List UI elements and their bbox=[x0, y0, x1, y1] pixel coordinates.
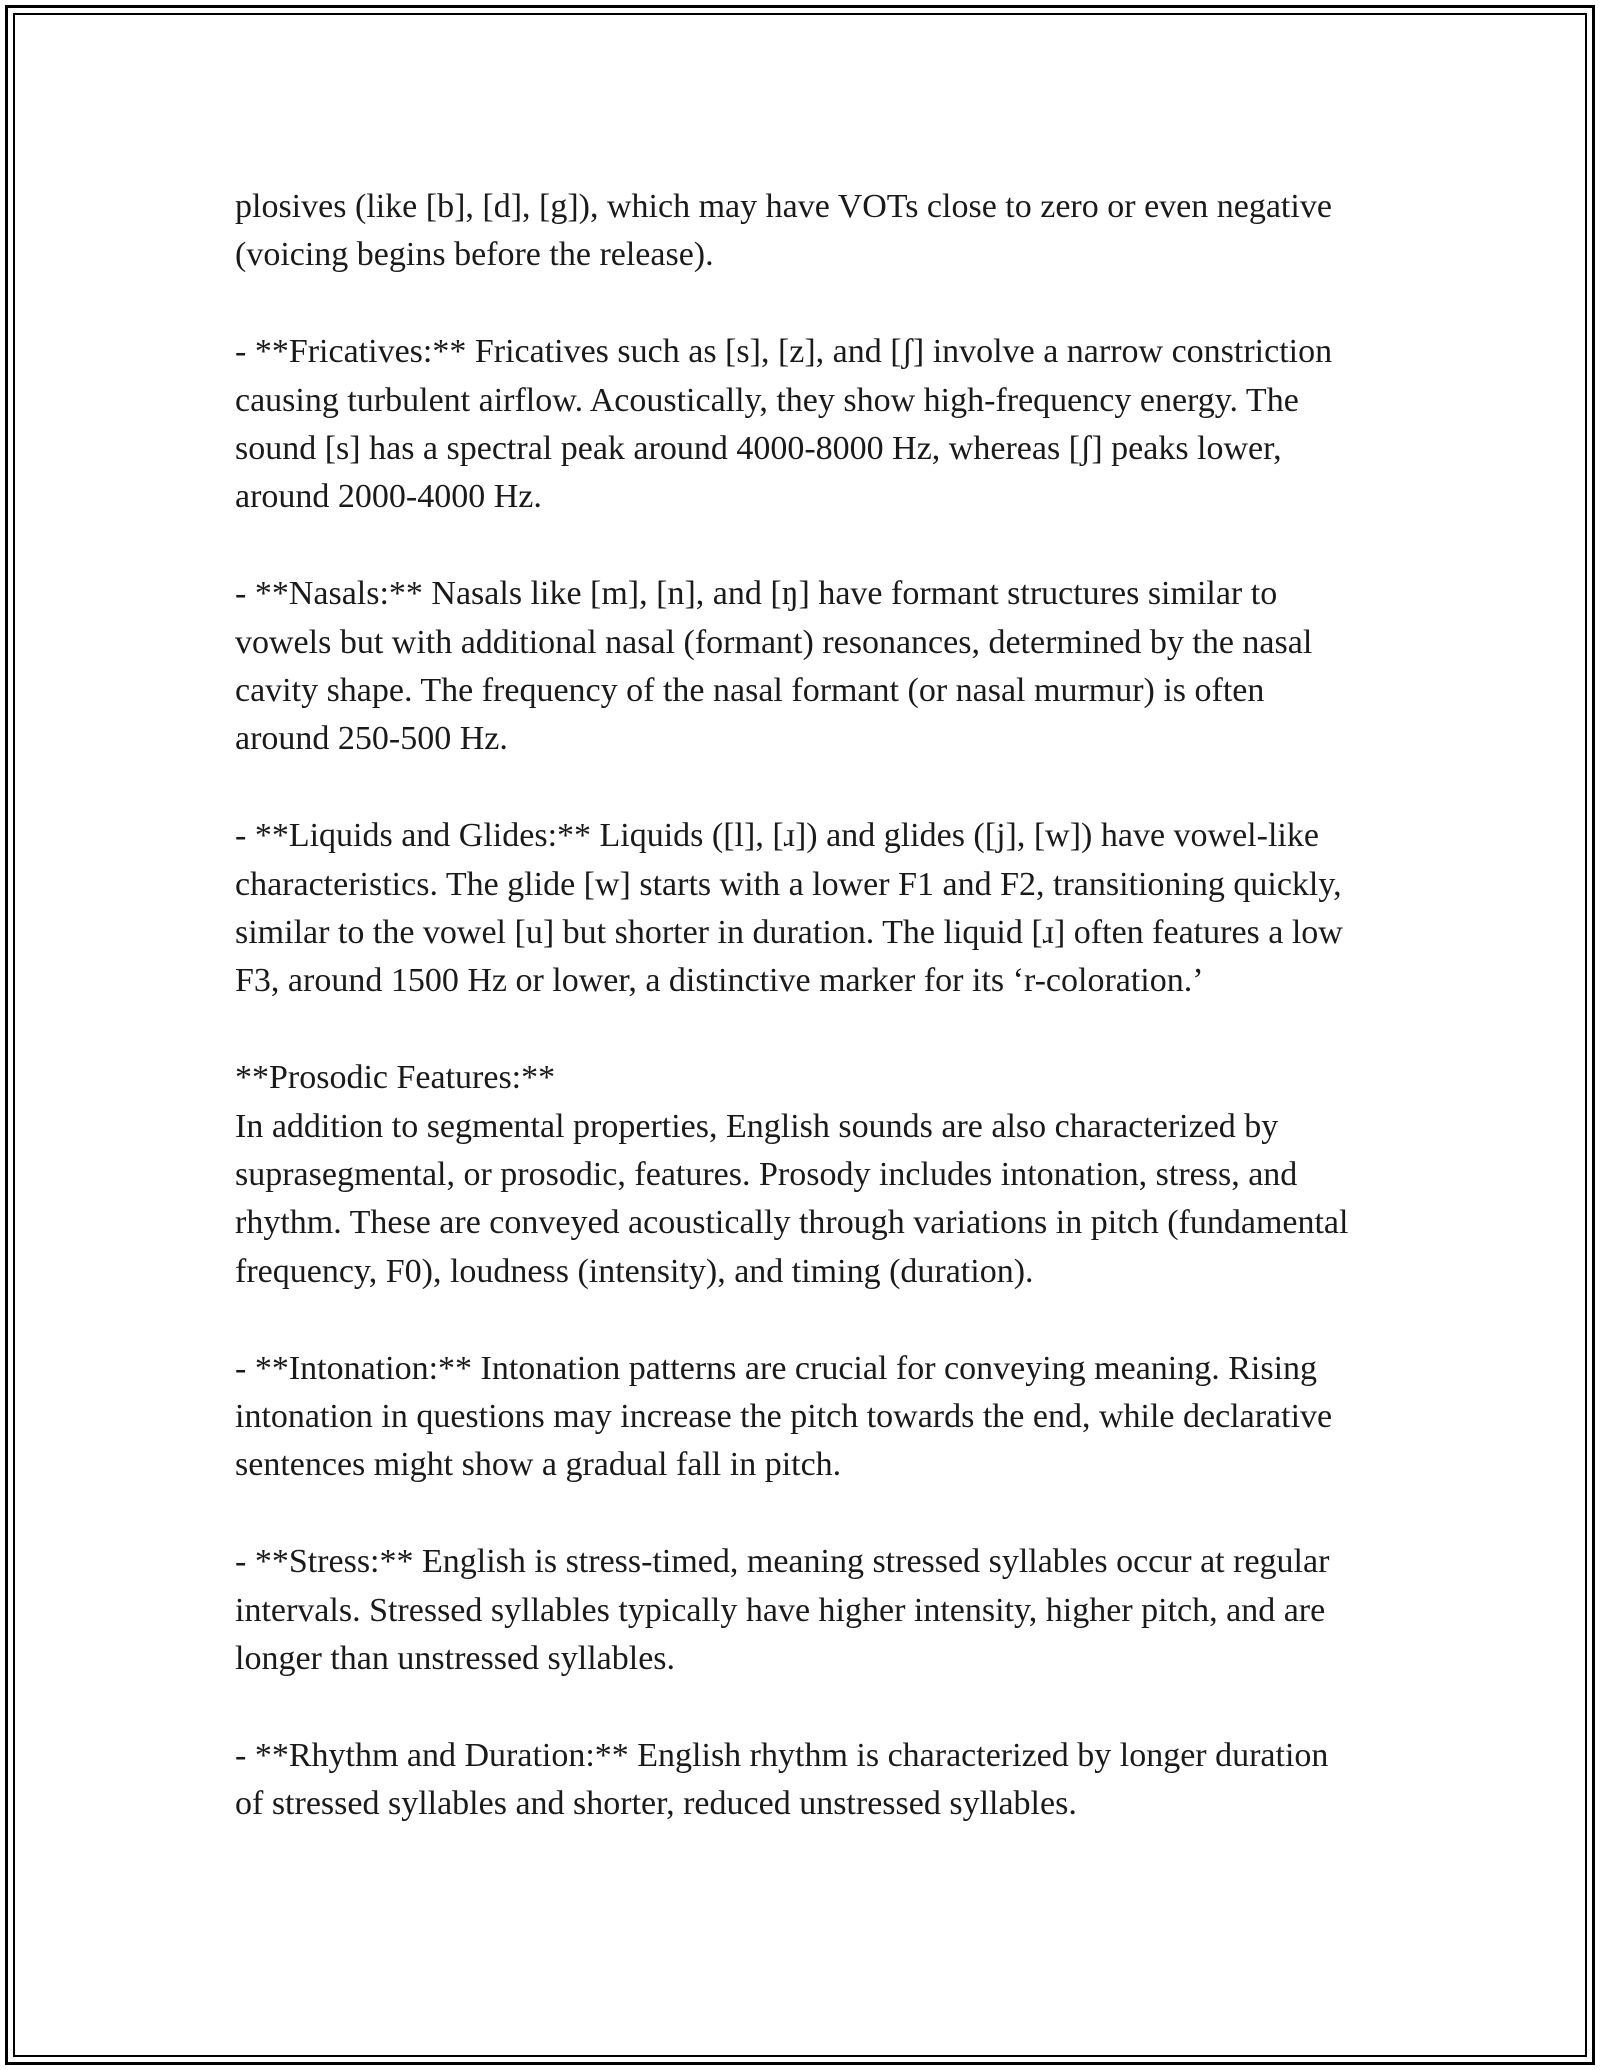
paragraph-intonation: - **Intonation:** Intonation patterns are crucial for conveying meaning. Rising intonation in questions may increase the pitch towards the end, while declarative sentences might show a gradual fall in pitch. bbox=[235, 1349, 1333, 1484]
document-body bbox=[235, 183, 1365, 1877]
paragraph-prosody-intro: In addition to segmental properties, English sounds are also characterized by suprasegmental, or prosodic, features. Prosody includes intonation, stress, and rhythm. These are conveyed acoustically through variations in pitch (fundamental frequency, F0), loudness (intensity), and timing (duration). bbox=[235, 1107, 1349, 1290]
paragraph-liquids-glides: - **Liquids and Glides:** Liquids ([l], [ɹ]) and glides ([j], [w]) have vowel-like characteristics. The glide [w] starts with a lower F1 and F2, transitioning quickly, similar to the vowel [u] but shorter in duration. The liquid [ɹ] often features a low F3, around 1500 Hz or lower, a distinctive marker for its ‘r-coloration.’ bbox=[235, 817, 1343, 1000]
paragraph-rhythm-duration: - **Rhythm and Duration:** English rhythm is characterized by longer duration of stressed syllables and shorter, reduced unstressed syllables. bbox=[235, 1736, 1329, 1823]
paragraph-plosives-continued: plosives (like [b], [d], [g]), which may have VOTs close to zero or even negative (voicing begins before the release). bbox=[235, 188, 1332, 274]
paragraph-nasals: - **Nasals:** Nasals like [m], [n], and [ŋ] have formant structures similar to vowels but with additional nasal (formant) resonances, determined by the nasal cavity shape. The frequency of the nasal formant (or nasal murmur) is often around 250-500 Hz. bbox=[235, 575, 1313, 758]
paragraph-fricatives: - **Fricatives:** Fricatives such as [s], [z], and [ʃ] involve a narrow constriction causing turbulent airflow. Acoustically, they show high-frequency energy. The sound [s] has a spectral peak around 4000-8000 Hz, whereas [ʃ] peaks lower, around 2000-4000 Hz. bbox=[235, 333, 1333, 516]
heading-prosodic-features: **Prosodic Features:** bbox=[235, 1059, 556, 1097]
paragraph-stress: - **Stress:** English is stress-timed, meaning stressed syllables occur at regular intervals. Stressed syllables typically have higher intensity, higher pitch, and are longer than unstressed syllables. bbox=[235, 1543, 1330, 1678]
